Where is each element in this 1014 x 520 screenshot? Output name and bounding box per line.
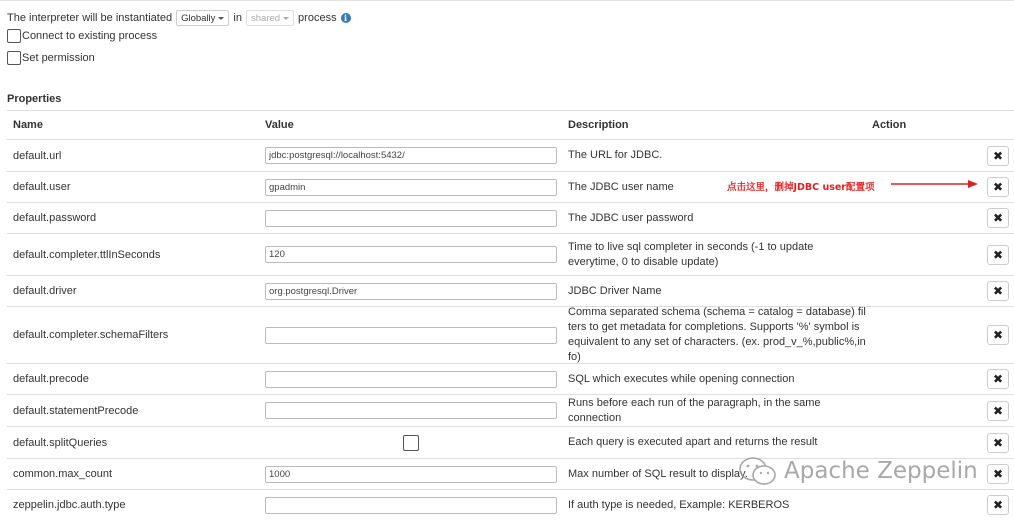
property-name: default.statementPrecode	[13, 404, 139, 417]
option-connect-existing[interactable]	[7, 29, 157, 43]
remove-property-button[interactable]: ✖	[987, 464, 1009, 484]
property-description: Runs before each run of the paragraph, in the same connection	[568, 396, 821, 424]
column-header-name: Name	[13, 119, 43, 131]
wechat-icon	[738, 456, 778, 486]
connect-existing-checkbox[interactable]	[7, 29, 21, 43]
option-set-permission[interactable]	[7, 51, 95, 65]
option-label: Connect to existing process	[22, 30, 158, 42]
property-name: default.completer.schemaFilters	[13, 329, 169, 341]
header-top-divider	[7, 110, 1014, 111]
scope-dropdown-value: Globally	[181, 12, 216, 24]
remove-property-button[interactable]: ✖	[987, 433, 1009, 453]
remove-property-button[interactable]: ✖	[987, 208, 1009, 228]
annotation-arrow-icon	[890, 178, 980, 190]
remove-property-button[interactable]: ✖	[987, 325, 1009, 345]
property-description: Max number of SQL result to display.	[568, 467, 748, 480]
table-row	[7, 306, 1014, 363]
table-row	[7, 489, 1014, 520]
property-description: The JDBC user name	[568, 180, 674, 193]
property-description: Time to live sql completer in seconds (-1 to update everytime, 0 to disable update)	[568, 240, 814, 268]
property-name: default.password	[13, 212, 97, 224]
property-value-input[interactable]	[265, 210, 557, 227]
property-name: default.url	[13, 149, 62, 162]
option-label: Set permission	[22, 52, 95, 64]
table-row	[7, 202, 1014, 233]
instantiation-prefix: The interpreter will be instantiated	[7, 12, 173, 24]
property-value-input[interactable]	[265, 371, 557, 388]
property-value-checkbox[interactable]	[403, 435, 419, 451]
property-value-input[interactable]	[265, 327, 557, 344]
info-icon[interactable]: i	[341, 13, 351, 23]
table-row	[7, 139, 1014, 171]
scope-dropdown[interactable]	[176, 10, 229, 26]
watermark	[738, 456, 978, 486]
property-name: common.max_count	[13, 468, 113, 480]
mode-dropdown-value: shared	[250, 12, 281, 24]
watermark-text: Apache Zeppelin	[784, 458, 978, 484]
remove-property-button[interactable]: ✖	[987, 495, 1009, 515]
property-name: default.driver	[13, 285, 77, 297]
caret-down-icon	[218, 17, 224, 20]
annotation-text: 点击这里，删掉JDBC user配置项	[727, 182, 875, 193]
property-description: The JDBC user password	[568, 211, 694, 224]
property-name: zeppelin.jdbc.auth.type	[13, 499, 126, 511]
table-row	[7, 394, 1014, 426]
table-row	[7, 275, 1014, 306]
property-description: Comma separated schema (schema = catalog = database) filters to get metadata for completions. Supports '%' symbol is equivalent to any set of characters. (ex. prod_v_%,public%,info)	[568, 306, 866, 363]
instantiation-suffix: process	[298, 12, 337, 24]
table-row	[7, 426, 1014, 458]
property-value-input[interactable]	[265, 497, 557, 514]
remove-property-button[interactable]: ✖	[987, 369, 1009, 389]
property-description: JDBC Driver Name	[568, 284, 662, 297]
property-description: The URL for JDBC.	[568, 149, 663, 161]
table-row	[7, 363, 1014, 394]
property-name: default.precode	[13, 373, 89, 385]
property-description: If auth type is needed, Example: KERBEROS	[568, 498, 790, 511]
property-value-input[interactable]: 120	[265, 246, 557, 263]
remove-property-button[interactable]: ✖	[987, 146, 1009, 166]
property-description: Each query is executed apart and returns the result	[568, 436, 818, 448]
remove-property-button[interactable]: ✖	[987, 177, 1009, 197]
property-value-input[interactable]: gpadmin	[265, 179, 557, 196]
caret-down-icon	[283, 17, 289, 20]
property-name: default.completer.ttlInSeconds	[13, 248, 161, 261]
property-value-input[interactable]: 1000	[265, 466, 557, 483]
property-name: default.user	[13, 181, 71, 193]
properties-title: Properties	[7, 93, 62, 105]
property-value-input[interactable]: jdbc:postgresql://localhost:5432/	[265, 147, 557, 164]
property-value-input[interactable]: org.postgresql.Driver	[265, 283, 557, 300]
mode-dropdown[interactable]	[246, 10, 294, 26]
remove-property-button[interactable]: ✖	[987, 281, 1009, 301]
property-value-input[interactable]	[265, 402, 557, 419]
column-header-value: Value	[265, 119, 294, 131]
instantiation-row	[7, 10, 351, 26]
table-row	[7, 233, 1014, 275]
top-divider	[0, 0, 1014, 1]
column-header-description: Description	[568, 119, 629, 131]
property-description: SQL which executes while opening connection	[568, 372, 795, 385]
remove-property-button[interactable]: ✖	[987, 245, 1009, 265]
property-name: default.splitQueries	[13, 436, 108, 449]
set-permission-checkbox[interactable]	[7, 51, 21, 65]
remove-property-button[interactable]: ✖	[987, 401, 1009, 421]
column-header-action: Action	[872, 119, 907, 131]
instantiation-in: in	[233, 12, 242, 24]
